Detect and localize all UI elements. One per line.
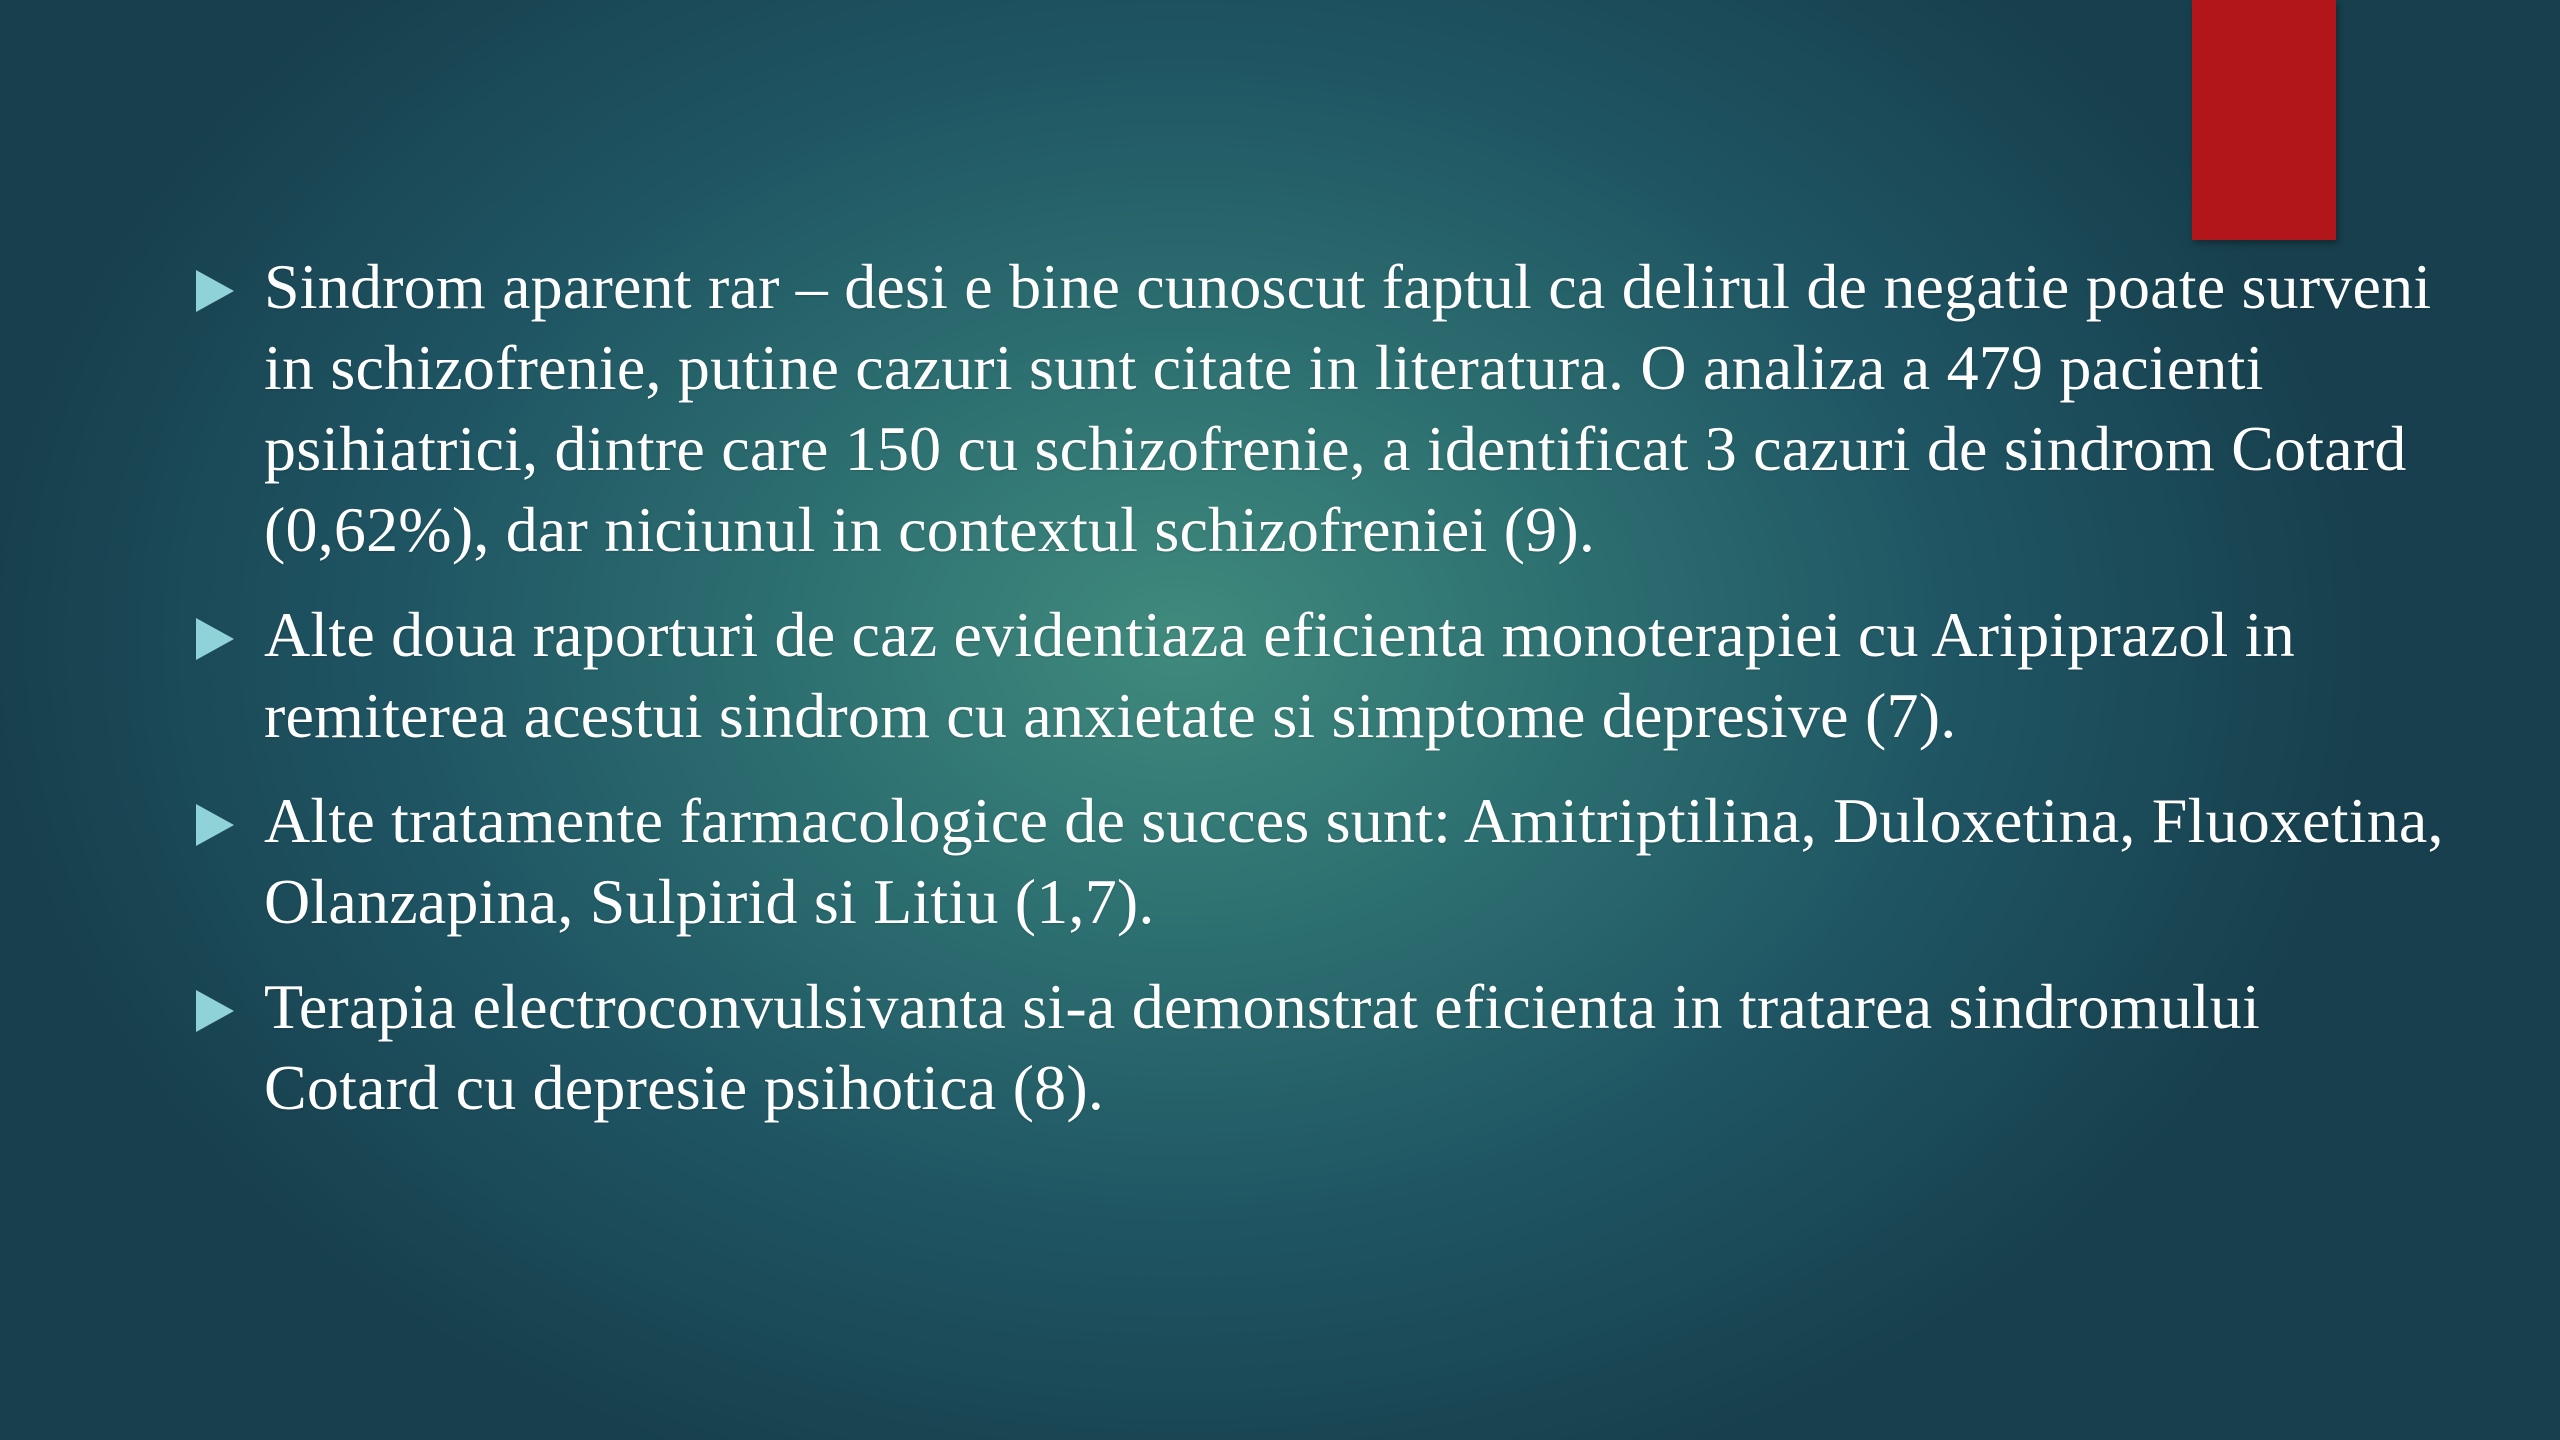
bullet-list (196, 246, 2446, 1152)
bullet-text: Sindrom aparent rar – desi e bine cunoscut faptul ca delirul de negatie poate surveni in schizofrenie, putine cazuri sunt citate in literatura. O analiza a 479 pacienti psihiatrici, dintre care 150 cu schizofrenie, a identificat 3 cazuri de sindrom Cotard (0,62%), dar niciunul in contextul schizofreniei (9). (264, 251, 2432, 565)
triangle-right-icon (196, 618, 234, 660)
bullet-item-3 (196, 780, 2446, 942)
bullet-item-4 (196, 966, 2446, 1128)
red-accent-bar (2192, 0, 2336, 240)
triangle-right-icon (196, 804, 234, 846)
bullet-text: Alte tratamente farmacologice de succes sunt: Amitriptilina, Duloxetina, Fluoxetina, Olanzapina, Sulpirid si Litiu (1,7). (264, 785, 2444, 937)
bullet-item-1 (196, 246, 2446, 570)
triangle-right-icon (196, 270, 234, 312)
triangle-right-icon (196, 990, 234, 1032)
bullet-item-2 (196, 594, 2446, 756)
bullet-text: Alte doua raporturi de caz evidentiaza eficienta monoterapiei cu Aripiprazol in remiterea acestui sindrom cu anxietate si simptome depresive (7). (264, 599, 2295, 751)
bullet-text: Terapia electroconvulsivanta si-a demonstrat eficienta in tratarea sindromului Cotard cu depresie psihotica (8). (264, 971, 2261, 1123)
